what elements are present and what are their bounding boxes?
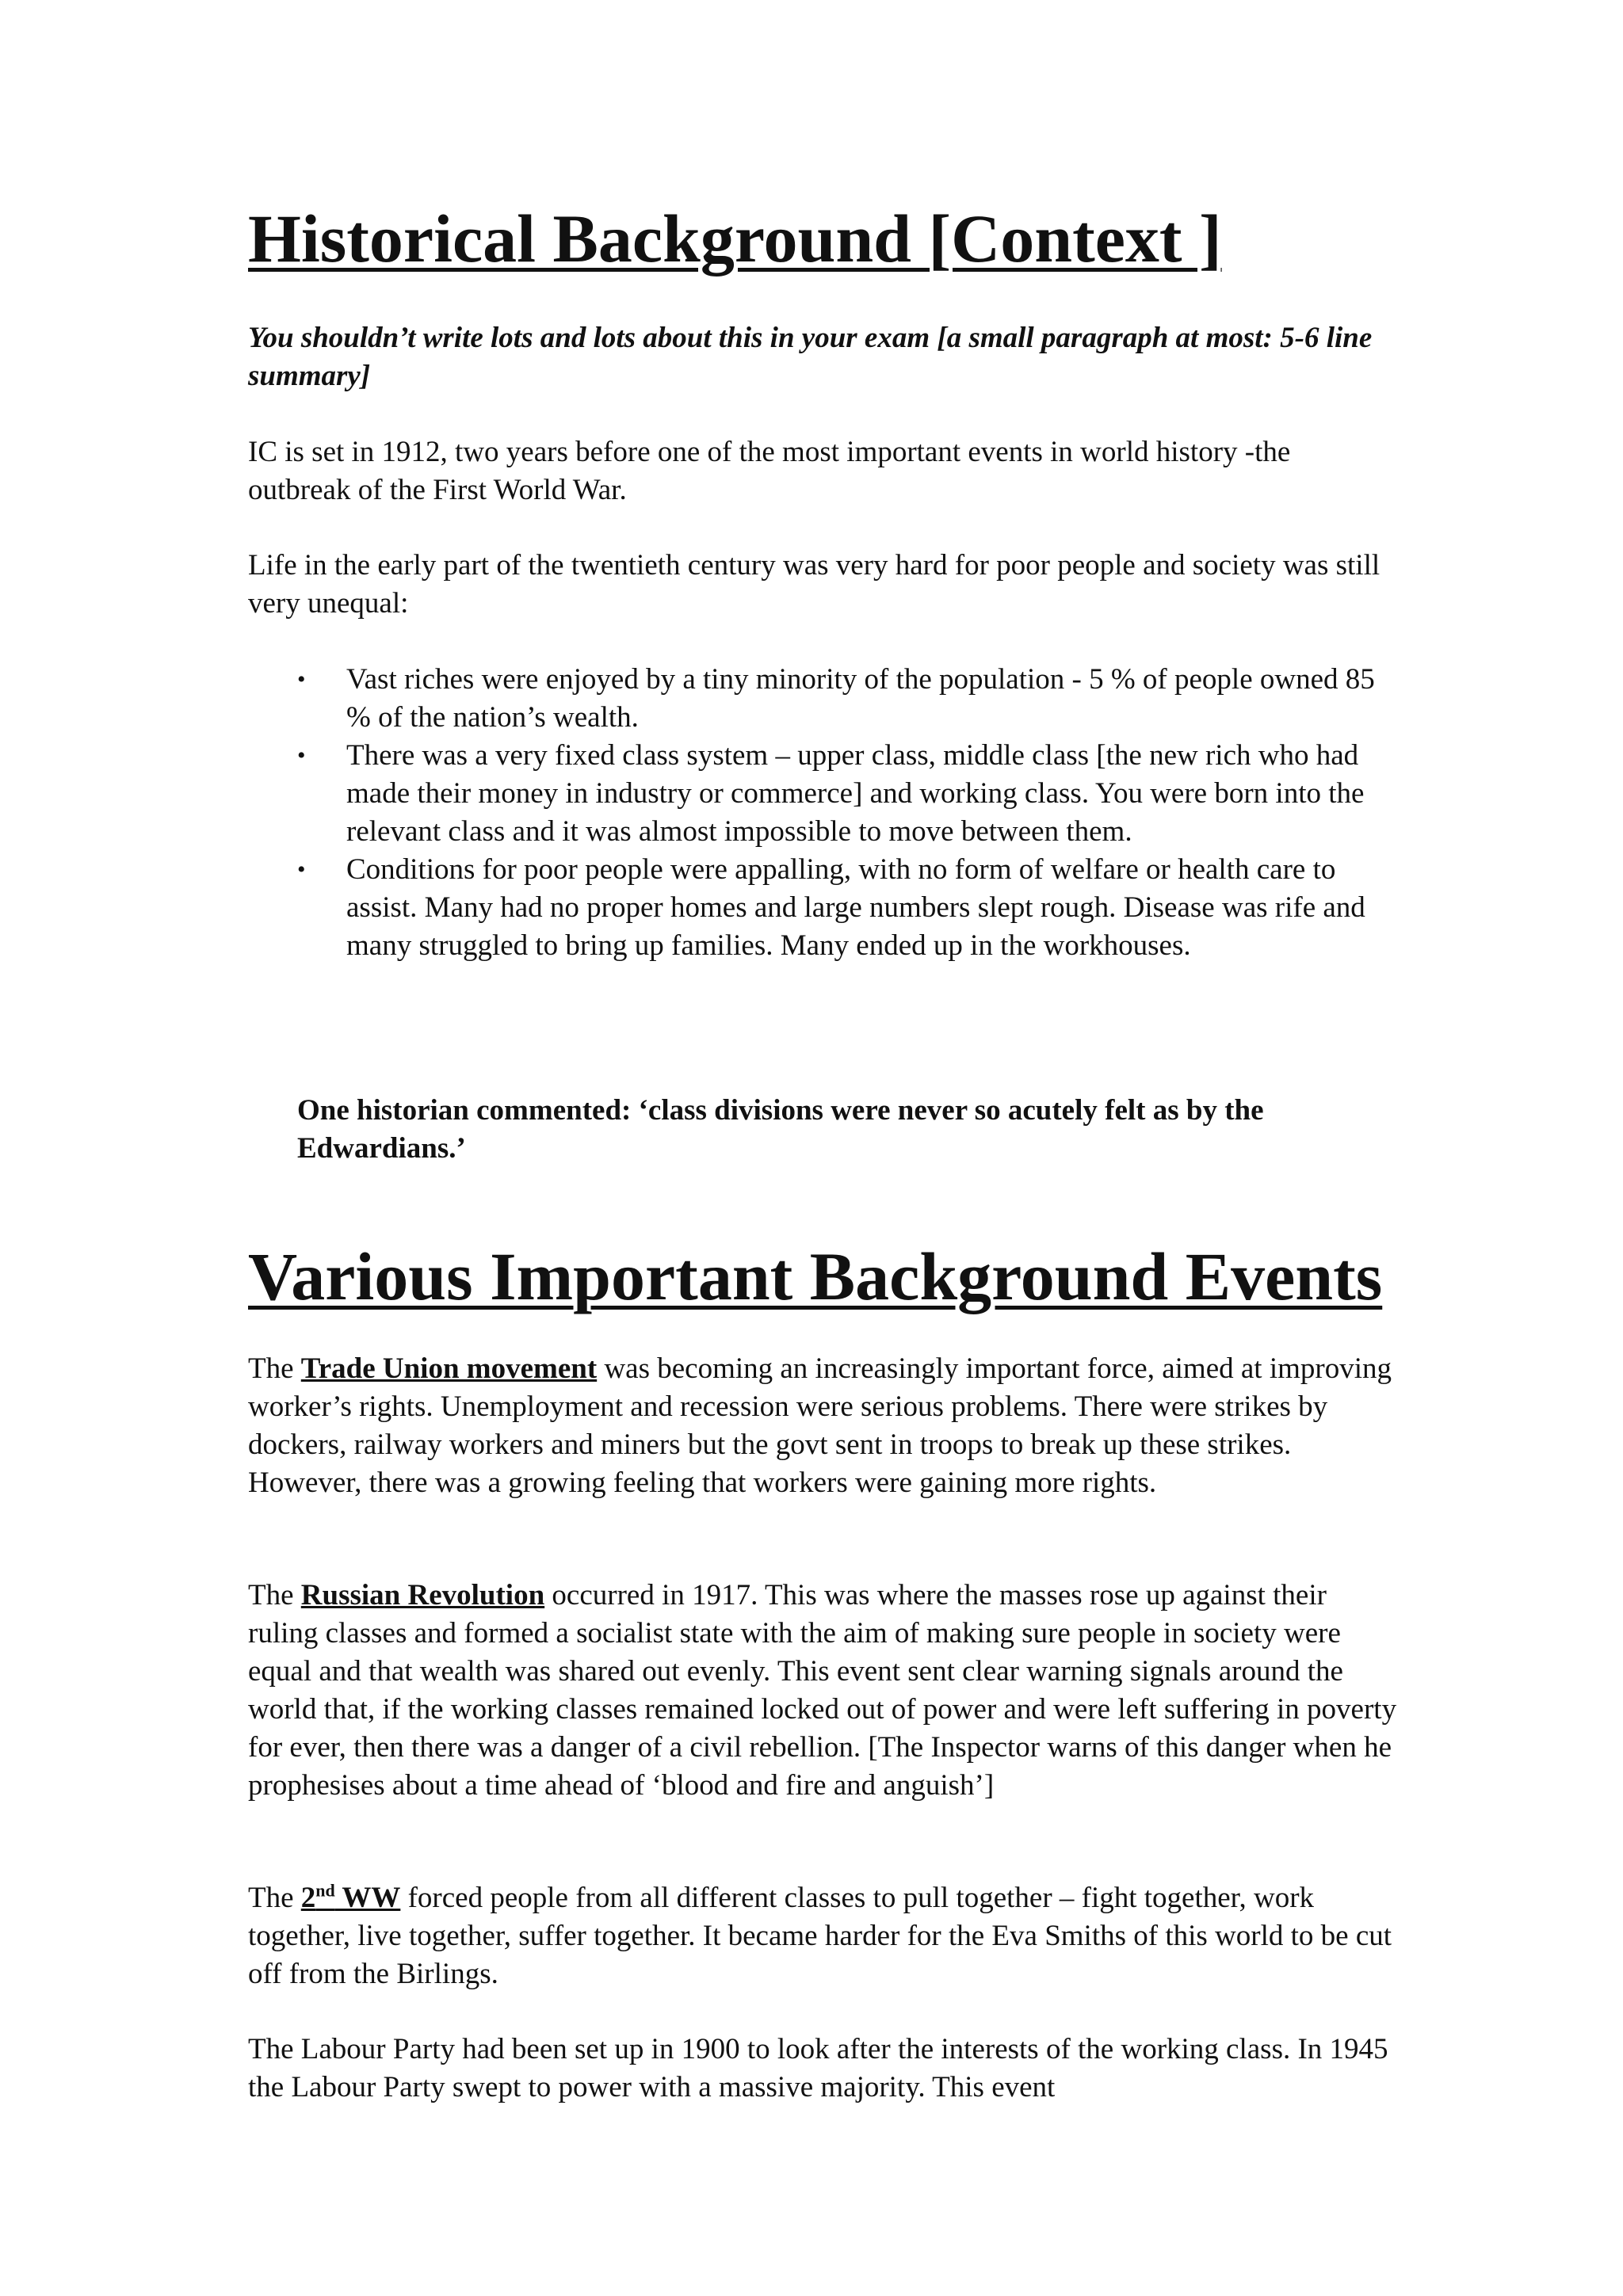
paragraph-russian-revolution	[248, 1577, 1397, 1805]
bullet-icon: •	[297, 742, 306, 769]
heading-historical-background: Historical Background [Context ]	[248, 200, 1222, 277]
paragraph-setting: IC is set in 1912, two years before one of the most important events in world history -the outbreak of the First World War.	[248, 436, 1291, 506]
ww2-ordinal: nd	[315, 1880, 335, 1901]
bullet-list	[248, 661, 1397, 965]
exam-advice-note: You shouldn’t write lots and lots about this in your exam [a small paragraph at most: 5-6 line summary]	[248, 322, 1373, 392]
bullet-icon: •	[297, 856, 306, 883]
list-item-text: Conditions for poor people were appalling, with no form of welfare or health care to assist. Many had no proper homes and large numbers slept rough. Disease was rife and many struggled to bring up families. Many ended up in the workhouses.	[346, 853, 1365, 962]
ww2-term-text: WW	[334, 1882, 401, 1914]
term-russian-revolution: Russian Revolution	[300, 1579, 545, 1611]
paragraph-ww2	[248, 1879, 1397, 1993]
trade-lead: The	[248, 1352, 301, 1385]
ww2-lead: The	[248, 1882, 301, 1914]
russian-text: occurred in 1917. This was where the masses rose up against their ruling classes and formed a socialist state with the aim of making sure people in society were equal and that wealth was shared out evenly. This event sent clear warning signals around the world that, if the working classes remained locked out of power and were left suffering in poverty for ever, then there was a danger of a civil rebellion. [The Inspector warns of this danger when he prophesises about a time ahead of ‘blood and fire and anguish’]	[248, 1579, 1397, 1802]
heading-background-events: Various Important Background Events	[248, 1238, 1383, 1314]
ww2-text: forced people from all different classes to pull together – fight together, work together, live together, suffer together. It became harder for the Eva Smiths of this world to be cut off from the Birlings.	[248, 1882, 1392, 1990]
bullet-icon: •	[297, 666, 306, 692]
paragraph-society: Life in the early part of the twentieth century was very hard for poor people and society was still very unequal:	[248, 549, 1381, 620]
list-item	[248, 661, 1397, 737]
trade-text: was becoming an increasingly important force, aimed at improving worker’s rights. Unemployment and recession were serious problems. There were strikes by dockers, railway workers and miners but the govt sent in troops to break up these strikes. However, there was a growing feeling that workers were gaining more rights.	[248, 1352, 1392, 1499]
list-item	[248, 851, 1397, 965]
paragraph-labour-party: The Labour Party had been set up in 1900 to look after the interests of the working class. In 1945 the Labour Party swept to power with a massive majority. This event	[248, 2033, 1388, 2103]
list-item-text: Vast riches were enjoyed by a tiny minority of the population - 5 % of people owned 85 % of the nation’s wealth.	[346, 663, 1375, 734]
historian-quote: One historian commented: ‘class divisions were never so acutely felt as by the Edwardians.’	[297, 1094, 1264, 1165]
russian-lead: The	[248, 1579, 301, 1611]
list-item	[248, 737, 1397, 851]
term-ww2	[301, 1882, 401, 1914]
term-trade-union: Trade Union movement	[300, 1352, 598, 1385]
paragraph-trade-union	[248, 1350, 1397, 1502]
ww2-num: 2	[300, 1882, 316, 1914]
list-item-text: There was a very fixed class system – upper class, middle class [the new rich who had made their money in industry or commerce] and working class. You were born into the relevant class and it was almost impossible to move between them.	[346, 739, 1365, 848]
